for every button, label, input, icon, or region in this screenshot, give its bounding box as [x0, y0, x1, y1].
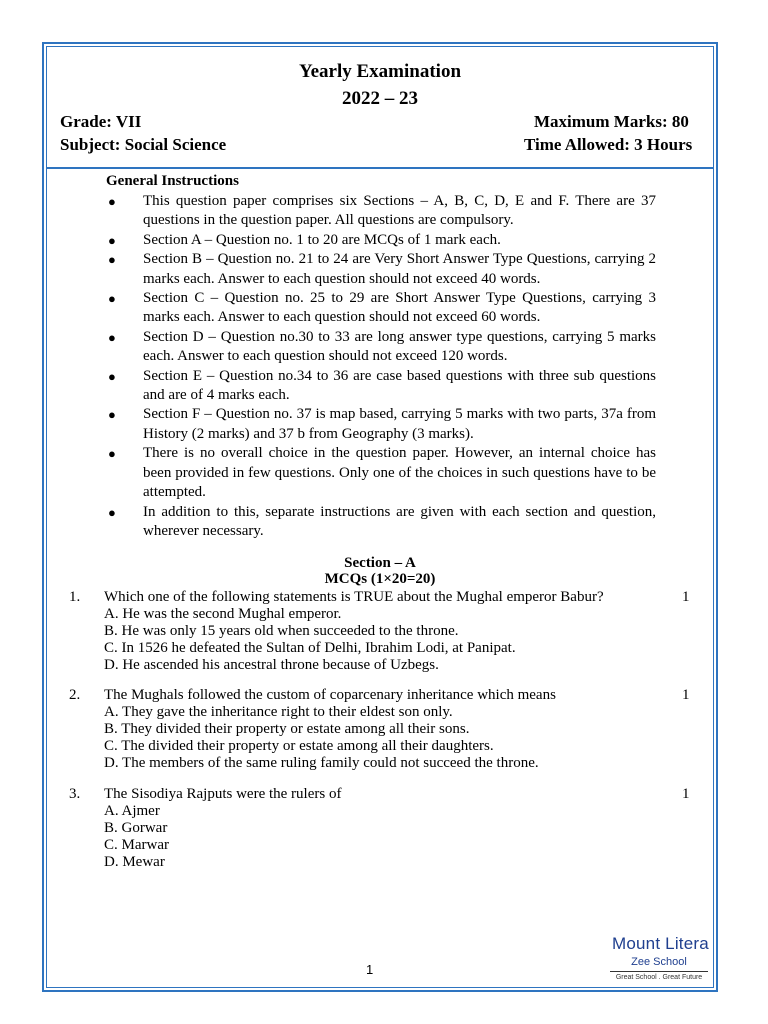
option-c: C. The divided their property or estate among all their daughters. [104, 738, 494, 754]
bullet-icon: ● [108, 407, 116, 423]
option-a: A. He was the second Mughal emperor. [104, 606, 342, 622]
instruction-item: ● Section B – Question no. 21 to 24 are Very Short Answer Type Questions, carrying 2 marks each. Answer to each question should not exceed 40 words. [108, 251, 656, 287]
instruction-item: ● In addition to this, separate instructions are given with each section and question, wherever necessary. [108, 503, 656, 539]
section-a-subtitle: MCQs (1×20=20) [324, 571, 436, 587]
max-marks-label: Maximum Marks: 80 [534, 112, 689, 131]
logo-subtitle: Zee School [631, 956, 687, 968]
bullet-icon: ● [108, 232, 116, 248]
option-d: D. He ascended his ancestral throne because of Uzbegs. [104, 657, 439, 673]
question-marks: 1 [682, 589, 690, 605]
bullet-icon: ● [108, 329, 116, 345]
option-c: C. Marwar [104, 837, 169, 853]
bullet-icon: ● [108, 368, 116, 384]
bullet-icon: ● [108, 252, 116, 268]
instruction-item: ● This question paper comprises six Sections – A, B, C, D, E and F. There are 37 questions in the question paper. All questions are compulsory. [108, 193, 656, 229]
question-marks: 1 [682, 786, 690, 802]
question-number: 1. [69, 589, 81, 605]
instruction-item: ● Section D – Question no.30 to 33 are long answer type questions, carrying 5 marks each. Answer to each question should not exceed 120 words. [108, 328, 656, 365]
option-d: D. The members of the same ruling family could not succeed the throne. [104, 755, 539, 771]
instruction-item: ● Section F – Question no. 37 is map based, carrying 5 marks with two parts, 37a from History (2 marks) and 37 b from Geography (3 marks). [108, 406, 656, 442]
option-a: A. They gave the inheritance right to their eldest son only. [104, 704, 453, 720]
instruction-item: ● Section E – Question no.34 to 36 are case based questions with three sub questions and are of 4 marks each. [108, 367, 656, 404]
option-d: D. Mewar [104, 854, 165, 870]
logo-divider [610, 971, 708, 972]
bullet-icon: ● [108, 446, 116, 462]
instruction-item: ● There is no overall choice in the question paper. However, an internal choice has been provided in few questions. Only one of the choices in such questions have to be attempted. [108, 445, 656, 501]
bullet-icon: ● [108, 194, 116, 209]
time-allowed-label: Time Allowed: 3 Hours [524, 135, 693, 154]
option-b: B. They divided their property or estate among all their sons. [104, 721, 470, 737]
question-text: The Sisodiya Rajputs were the rulers of [104, 786, 342, 802]
option-b: B. He was only 15 years old when succeeded to the throne. [104, 623, 459, 639]
header-divider [46, 167, 714, 169]
question-text: Which one of the following statements is TRUE about the Mughal emperor Babur? [104, 589, 604, 605]
school-logo [610, 934, 710, 986]
question-number: 2. [69, 687, 81, 703]
exam-year: 2022 – 23 [342, 88, 418, 109]
option-b: B. Gorwar [104, 820, 168, 836]
instructions-list [104, 192, 656, 541]
option-a: A. Ajmer [104, 803, 160, 819]
page-number: 1 [366, 962, 374, 977]
logo-title: Mount Litera [612, 934, 709, 953]
general-instructions-title: General Instructions [106, 173, 239, 189]
bullet-icon: ● [108, 504, 116, 520]
section-a-title: Section – A [344, 555, 416, 571]
instruction-item: ● Section A – Question no. 1 to 20 are MCQs of 1 mark each. [104, 231, 656, 250]
question-number: 3. [69, 786, 81, 802]
subject-label: Subject: Social Science [60, 135, 227, 154]
option-c: C. In 1526 he defeated the Sultan of Delhi, Ibrahim Lodi, at Panipat. [104, 640, 516, 656]
instruction-item: ● Section C – Question no. 25 to 29 are Short Answer Type Questions, carrying 3 marks each. Answer to each question should not exceed 60 words. [108, 290, 656, 326]
bullet-icon: ● [108, 291, 116, 307]
question-text: The Mughals followed the custom of coparcenary inheritance which means [104, 687, 556, 703]
question-marks: 1 [682, 687, 690, 703]
logo-tagline: Great School . Great Future [615, 974, 703, 981]
exam-title: Yearly Examination [298, 61, 462, 82]
grade-label: Grade: VII [60, 112, 142, 131]
